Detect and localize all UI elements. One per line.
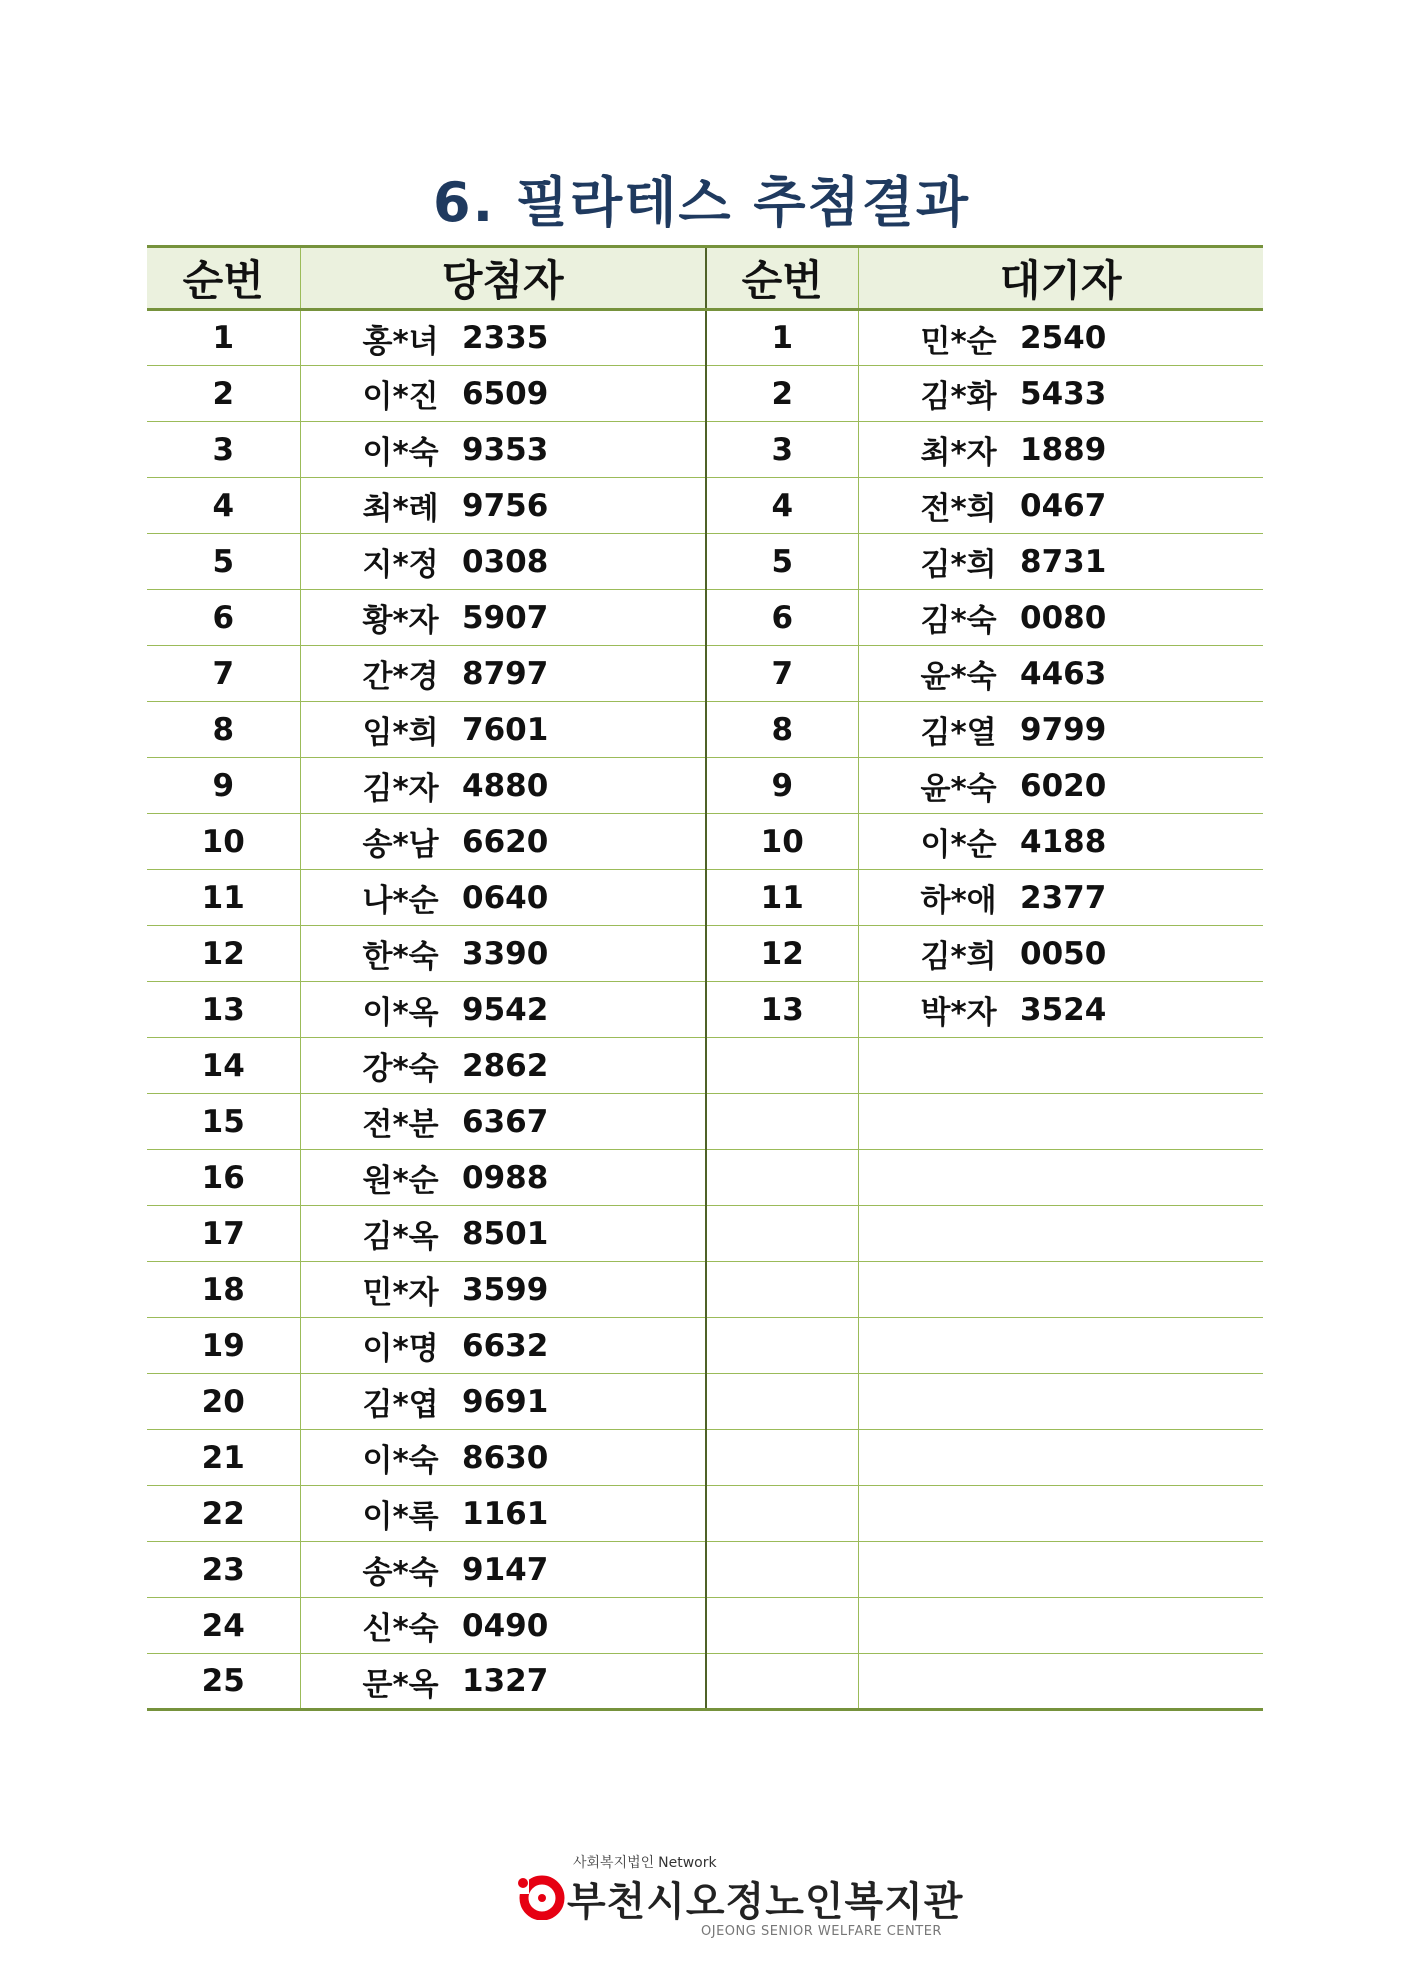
wait-name-cell: 윤*숙 (858, 758, 1012, 814)
table-row (147, 1206, 1263, 1262)
winner-code-cell: 0308 (454, 534, 706, 590)
table-row (147, 646, 1263, 702)
wait-code-cell: 9799 (1012, 702, 1263, 758)
wait-code-cell: 0050 (1012, 926, 1263, 982)
wait-name-cell: 김*희 (858, 534, 1012, 590)
winner-name-cell: 나*순 (300, 870, 454, 926)
winner-name-cell: 이*진 (300, 366, 454, 422)
wait-code-cell: 5433 (1012, 366, 1263, 422)
wait-name-cell (858, 1150, 1012, 1206)
table-row (147, 926, 1263, 982)
winner-no-cell: 25 (147, 1654, 300, 1710)
wait-no-cell: 9 (706, 758, 858, 814)
wait-no-cell (706, 1430, 858, 1486)
wait-code-cell: 6020 (1012, 758, 1263, 814)
wait-code-cell (1012, 1374, 1263, 1430)
wait-no-cell (706, 1206, 858, 1262)
wait-no-cell: 11 (706, 870, 858, 926)
org-type-label: 사회복지법인 (573, 1855, 655, 1871)
welfare-center-logo-icon (515, 1870, 565, 1920)
table-row (147, 1542, 1263, 1598)
table-row (147, 1374, 1263, 1430)
wait-code-cell (1012, 1542, 1263, 1598)
winner-name-cell: 이*옥 (300, 982, 454, 1038)
header-winner: 당첨자 (300, 247, 706, 310)
wait-no-cell (706, 1318, 858, 1374)
winner-code-cell: 5907 (454, 590, 706, 646)
winner-code-cell: 7601 (454, 702, 706, 758)
wait-code-cell: 4188 (1012, 814, 1263, 870)
winner-name-cell: 원*순 (300, 1150, 454, 1206)
winner-no-cell: 18 (147, 1262, 300, 1318)
winner-name-cell: 민*자 (300, 1262, 454, 1318)
wait-code-cell: 4463 (1012, 646, 1263, 702)
wait-name-cell: 김*열 (858, 702, 1012, 758)
table-row (147, 982, 1263, 1038)
winner-code-cell: 8797 (454, 646, 706, 702)
header-waitlist: 대기자 (858, 247, 1263, 310)
wait-code-cell (1012, 1318, 1263, 1374)
table-row (147, 1486, 1263, 1542)
table-body (147, 310, 1263, 1710)
winner-no-cell: 17 (147, 1206, 300, 1262)
wait-no-cell (706, 1038, 858, 1094)
wait-no-cell: 2 (706, 366, 858, 422)
winner-code-cell: 9353 (454, 422, 706, 478)
winner-code-cell: 6509 (454, 366, 706, 422)
winner-name-cell: 김*자 (300, 758, 454, 814)
winner-no-cell: 23 (147, 1542, 300, 1598)
wait-no-cell (706, 1654, 858, 1710)
winner-code-cell: 0988 (454, 1150, 706, 1206)
table-row (147, 1094, 1263, 1150)
results-table-wrapper (147, 245, 1263, 1711)
table-row (147, 814, 1263, 870)
wait-code-cell (1012, 1486, 1263, 1542)
header-winner-no: 순번 (147, 247, 300, 310)
winner-name-cell: 이*숙 (300, 1430, 454, 1486)
wait-code-cell (1012, 1038, 1263, 1094)
table-row (147, 1430, 1263, 1486)
winner-name-cell: 홍*녀 (300, 310, 454, 366)
winner-name-cell: 지*정 (300, 534, 454, 590)
winner-name-cell: 한*숙 (300, 926, 454, 982)
wait-no-cell: 4 (706, 478, 858, 534)
org-name-english: OJEONG SENIOR WELFARE CENTER (701, 1924, 942, 1939)
header-wait-no: 순번 (706, 247, 858, 310)
wait-no-cell (706, 1486, 858, 1542)
winner-no-cell: 21 (147, 1430, 300, 1486)
wait-no-cell (706, 1542, 858, 1598)
wait-code-cell: 0467 (1012, 478, 1263, 534)
table-row (147, 1038, 1263, 1094)
wait-no-cell: 5 (706, 534, 858, 590)
wait-code-cell: 8731 (1012, 534, 1263, 590)
winner-code-cell: 2335 (454, 310, 706, 366)
table-row (147, 590, 1263, 646)
winner-code-cell: 6367 (454, 1094, 706, 1150)
winner-code-cell: 2862 (454, 1038, 706, 1094)
table-row (147, 870, 1263, 926)
footer-logo (505, 1840, 964, 1950)
wait-code-cell (1012, 1094, 1263, 1150)
winner-name-cell: 이*명 (300, 1318, 454, 1374)
wait-name-cell (858, 1318, 1012, 1374)
winner-no-cell: 2 (147, 366, 300, 422)
wait-no-cell (706, 1374, 858, 1430)
winner-name-cell: 최*례 (300, 478, 454, 534)
winner-no-cell: 13 (147, 982, 300, 1038)
wait-no-cell: 3 (706, 422, 858, 478)
winner-name-cell: 문*옥 (300, 1654, 454, 1710)
wait-code-cell: 0080 (1012, 590, 1263, 646)
wait-no-cell: 1 (706, 310, 858, 366)
winner-code-cell: 6632 (454, 1318, 706, 1374)
winner-no-cell: 11 (147, 870, 300, 926)
winner-no-cell: 1 (147, 310, 300, 366)
wait-name-cell (858, 1430, 1012, 1486)
table-header-row (147, 247, 1263, 310)
page-title: 6. 필라테스 추첨결과 (433, 171, 970, 234)
winner-code-cell: 9756 (454, 478, 706, 534)
wait-name-cell: 하*애 (858, 870, 1012, 926)
wait-no-cell: 12 (706, 926, 858, 982)
wait-code-cell (1012, 1206, 1263, 1262)
winner-name-cell: 송*남 (300, 814, 454, 870)
wait-name-cell (858, 1598, 1012, 1654)
winner-code-cell: 3390 (454, 926, 706, 982)
wait-name-cell: 전*희 (858, 478, 1012, 534)
winner-name-cell: 신*숙 (300, 1598, 454, 1654)
wait-code-cell (1012, 1262, 1263, 1318)
winner-code-cell: 9542 (454, 982, 706, 1038)
winner-no-cell: 19 (147, 1318, 300, 1374)
table-row (147, 758, 1263, 814)
winner-name-cell: 이*록 (300, 1486, 454, 1542)
winner-code-cell: 9691 (454, 1374, 706, 1430)
footer-org-type (573, 1852, 717, 1872)
winner-name-cell: 간*경 (300, 646, 454, 702)
winner-no-cell: 24 (147, 1598, 300, 1654)
winner-no-cell: 10 (147, 814, 300, 870)
winner-no-cell: 9 (147, 758, 300, 814)
wait-no-cell: 13 (706, 982, 858, 1038)
winner-code-cell: 3599 (454, 1262, 706, 1318)
winner-no-cell: 15 (147, 1094, 300, 1150)
wait-name-cell: 박*자 (858, 982, 1012, 1038)
winner-no-cell: 8 (147, 702, 300, 758)
lottery-results-table (147, 245, 1263, 1711)
winner-no-cell: 22 (147, 1486, 300, 1542)
wait-code-cell: 1889 (1012, 422, 1263, 478)
wait-no-cell (706, 1262, 858, 1318)
wait-no-cell (706, 1094, 858, 1150)
wait-name-cell: 최*자 (858, 422, 1012, 478)
winner-name-cell: 이*숙 (300, 422, 454, 478)
wait-name-cell (858, 1542, 1012, 1598)
winner-no-cell: 20 (147, 1374, 300, 1430)
wait-name-cell (858, 1486, 1012, 1542)
wait-name-cell (858, 1038, 1012, 1094)
table-row (147, 310, 1263, 366)
wait-no-cell (706, 1598, 858, 1654)
winner-name-cell: 임*희 (300, 702, 454, 758)
winner-name-cell: 강*숙 (300, 1038, 454, 1094)
winner-no-cell: 4 (147, 478, 300, 534)
table-row (147, 366, 1263, 422)
wait-no-cell: 8 (706, 702, 858, 758)
winner-no-cell: 16 (147, 1150, 300, 1206)
wait-no-cell (706, 1150, 858, 1206)
wait-name-cell: 김*화 (858, 366, 1012, 422)
table-row (147, 478, 1263, 534)
winner-no-cell: 5 (147, 534, 300, 590)
wait-name-cell: 이*순 (858, 814, 1012, 870)
winner-code-cell: 8501 (454, 1206, 706, 1262)
winner-code-cell: 1327 (454, 1654, 706, 1710)
wait-name-cell: 민*순 (858, 310, 1012, 366)
winner-code-cell: 1161 (454, 1486, 706, 1542)
wait-name-cell: 김*숙 (858, 590, 1012, 646)
winner-no-cell: 7 (147, 646, 300, 702)
winner-name-cell: 김*옥 (300, 1206, 454, 1262)
org-name: 부천시오정노인복지관 (567, 1879, 964, 1925)
winner-no-cell: 3 (147, 422, 300, 478)
winner-name-cell: 전*분 (300, 1094, 454, 1150)
network-label: Network (658, 1855, 717, 1871)
wait-name-cell (858, 1374, 1012, 1430)
table-row (147, 422, 1263, 478)
table-row (147, 534, 1263, 590)
wait-code-cell (1012, 1150, 1263, 1206)
winner-code-cell: 0640 (454, 870, 706, 926)
table-row (147, 1654, 1263, 1710)
winner-name-cell: 황*자 (300, 590, 454, 646)
wait-code-cell: 2377 (1012, 870, 1263, 926)
winner-code-cell: 9147 (454, 1542, 706, 1598)
wait-name-cell (858, 1206, 1012, 1262)
wait-code-cell: 3524 (1012, 982, 1263, 1038)
wait-code-cell (1012, 1430, 1263, 1486)
table-row (147, 1318, 1263, 1374)
table-row (147, 1598, 1263, 1654)
winner-code-cell: 6620 (454, 814, 706, 870)
wait-no-cell: 10 (706, 814, 858, 870)
wait-code-cell: 2540 (1012, 310, 1263, 366)
wait-no-cell: 6 (706, 590, 858, 646)
wait-code-cell (1012, 1598, 1263, 1654)
wait-no-cell: 7 (706, 646, 858, 702)
wait-name-cell: 김*희 (858, 926, 1012, 982)
table-row (147, 1150, 1263, 1206)
winner-no-cell: 6 (147, 590, 300, 646)
wait-name-cell (858, 1654, 1012, 1710)
winner-name-cell: 김*엽 (300, 1374, 454, 1430)
wait-name-cell (858, 1262, 1012, 1318)
winner-name-cell: 송*숙 (300, 1542, 454, 1598)
winner-no-cell: 12 (147, 926, 300, 982)
table-row (147, 1262, 1263, 1318)
wait-name-cell (858, 1094, 1012, 1150)
wait-name-cell: 윤*숙 (858, 646, 1012, 702)
winner-code-cell: 4880 (454, 758, 706, 814)
winner-code-cell: 8630 (454, 1430, 706, 1486)
winner-code-cell: 0490 (454, 1598, 706, 1654)
wait-code-cell (1012, 1654, 1263, 1710)
winner-no-cell: 14 (147, 1038, 300, 1094)
table-row (147, 702, 1263, 758)
